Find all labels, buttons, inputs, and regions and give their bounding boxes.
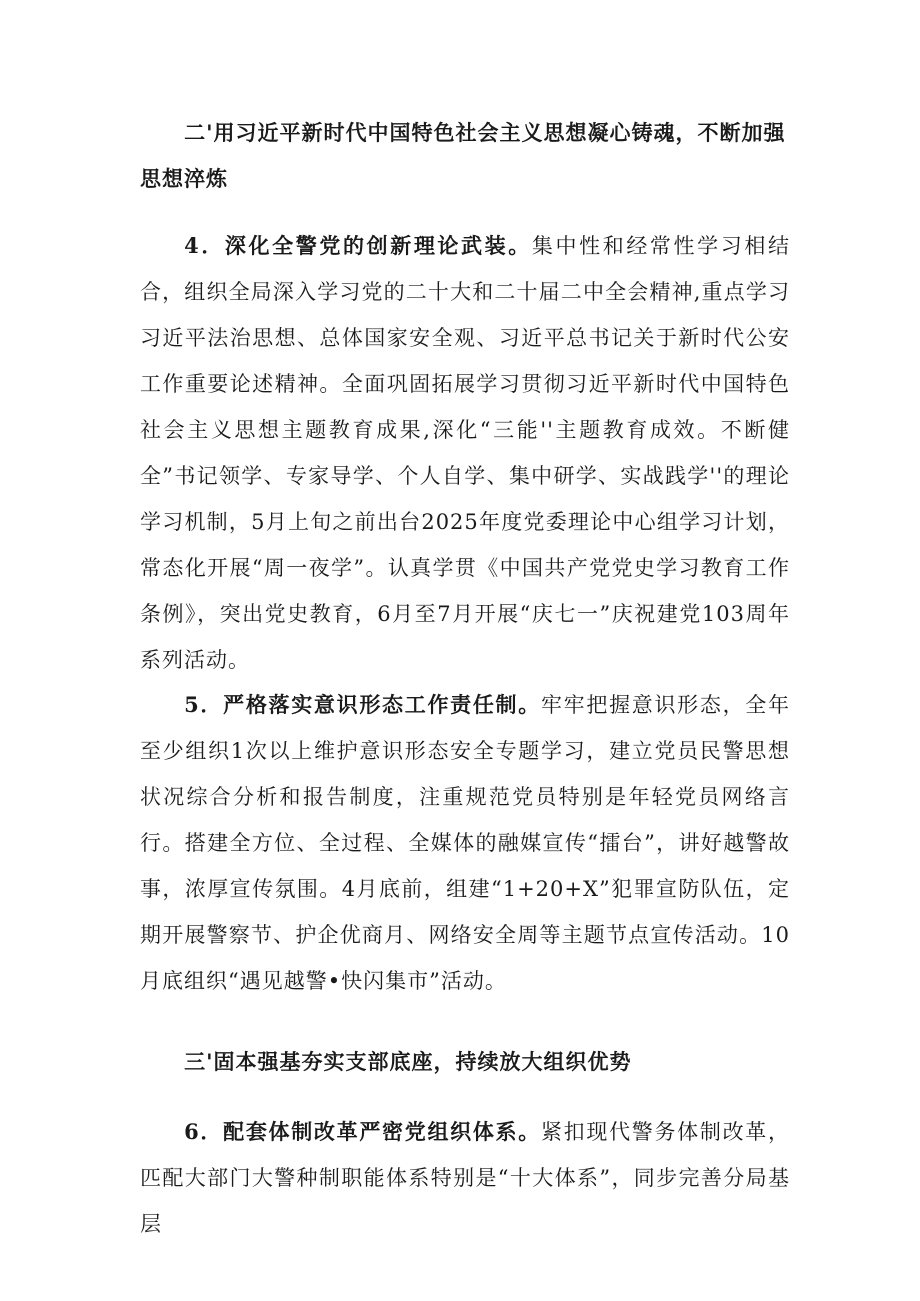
paragraph-body-6: 紧扣现代警务体制改革，匹配大部门大警种制职能体系特别是“十大体系”，同步完善分局基层 [140, 1120, 790, 1236]
paragraph-body-5: 牢牢把握意识形态，全年至少组织1次以上维护意识形态安全专题学习，建立党员民警思想状况综合分析和报告制度，注重规范党员特别是年轻党员网络言行。搭建全方位、全过程、全媒体的融媒宣传“擂台”，讲好越警故事，浓厚宣传氛围。4月底前，组建“1+20+X”犯罪宣防队伍，定期开展警察节、护企优商月、网络安全周等主题节点宣传活动。10月底组织“遇见越警•快闪集市”活动。 [140, 693, 790, 993]
paragraph-item-4 [140, 223, 790, 683]
paragraph-item-5 [140, 682, 790, 1004]
paragraph-item-6 [140, 1109, 790, 1247]
paragraph-lead-6: 6．配套体制改革严密党组织体系。 [184, 1119, 541, 1144]
paragraph-lead-5: 5．严格落实意识形态工作责任制。 [184, 692, 541, 717]
section-heading-2: 二'用习近平新时代中国特色社会主义思想凝心铸魂，不断加强思想淬炼 [140, 120, 786, 191]
paragraph-lead-4: 4．深化全警党的创新理论武装。 [184, 233, 532, 258]
section-heading-3: 三'固本强基夯实支部底座，持续放大组织优势 [184, 1049, 632, 1074]
paragraph-body-4: 集中性和经常性学习相结合，组织全局深入学习党的二十大和二十届二中全会精神,重点学习习近平法治思想、总体国家安全观、习近平总书记关于新时代公安工作重要论述精神。全面巩固拓展学习贯彻习近平新时代中国特色社会主义思想主题教育成果,深化“三能''主题教育成效。不断健全”书记领学、专家导学、个人自学、集中研学、实战践学''的理论学习机制，5月上旬之前出台2025年度党委理论中心组学习计划，常态化开展“周一夜学”。认真学贯《中国共产党党史学习教育工作条例》，突出党史教育，6月至7月开展“庆七一”庆祝建党103周年系列活动。 [140, 234, 790, 672]
